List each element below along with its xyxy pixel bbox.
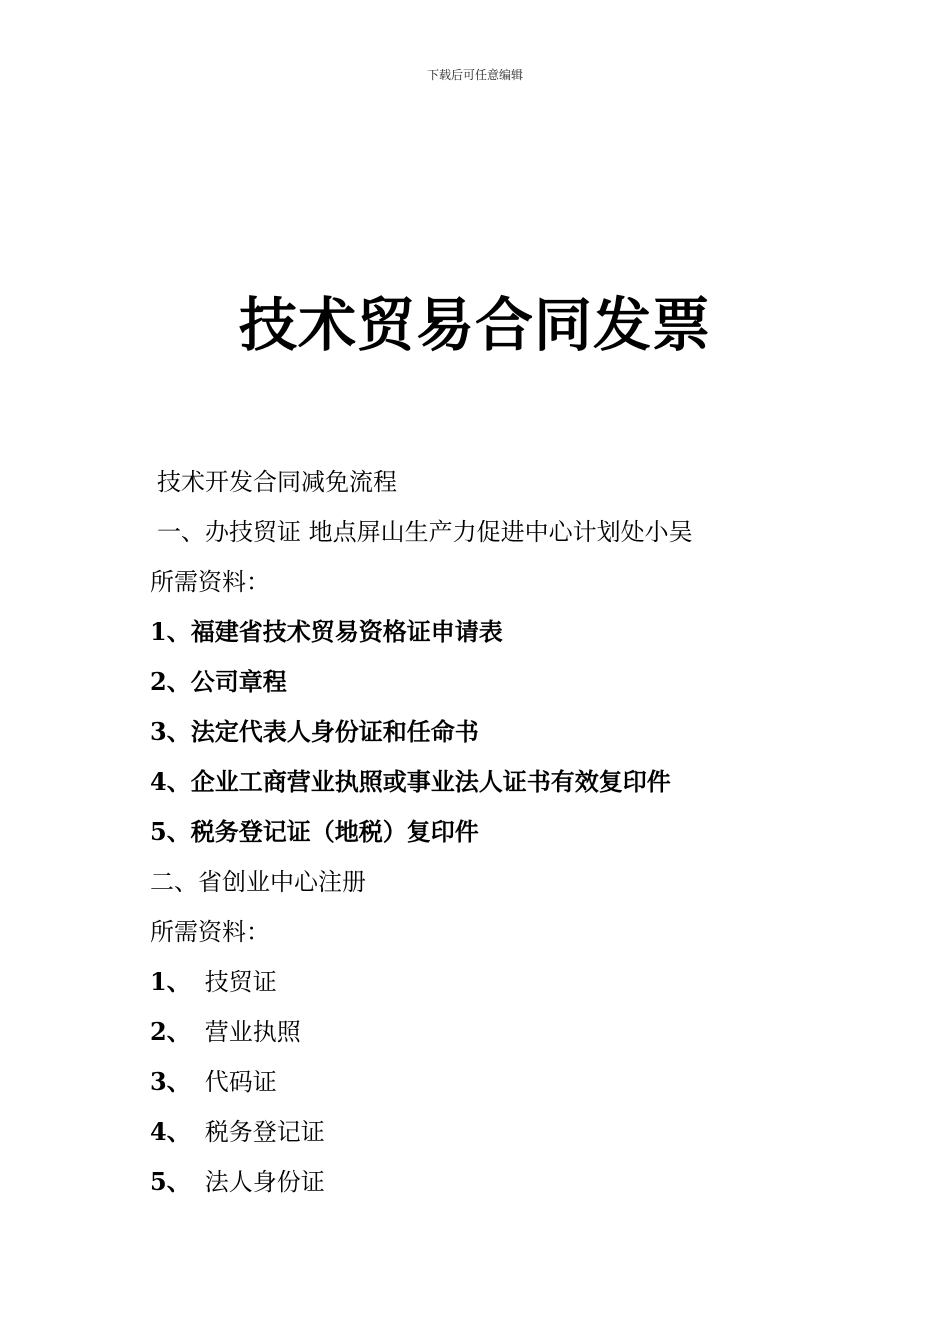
item-number: 3、 <box>150 717 191 746</box>
item-text: 法定代表人身份证和任命书 <box>190 717 479 746</box>
item-number: 5、 <box>150 1167 191 1196</box>
item-number: 5、 <box>150 817 191 846</box>
part2-item <box>150 1062 870 1112</box>
part1-item <box>150 812 870 862</box>
part1-item <box>150 762 870 812</box>
item-text: 税务登记证（地税）复印件 <box>190 817 479 846</box>
part2-item <box>150 1012 870 1062</box>
part2-item <box>150 1162 870 1212</box>
item-number: 2、 <box>150 667 191 696</box>
document-title: 技术贸易合同发票 <box>238 291 711 359</box>
item-text: 营业执照 <box>204 1018 301 1046</box>
document-body <box>150 462 870 1212</box>
item-number: 4、 <box>150 767 191 796</box>
item-text: 税务登记证 <box>204 1118 325 1146</box>
item-text: 代码证 <box>204 1068 277 1096</box>
part2-item <box>150 1112 870 1162</box>
item-number: 1、 <box>150 967 191 996</box>
item-text: 法人身份证 <box>204 1168 325 1196</box>
part1-item <box>150 662 870 712</box>
item-text: 技贸证 <box>204 968 277 996</box>
item-number: 2、 <box>150 1017 191 1046</box>
item-text: 福建省技术贸易资格证申请表 <box>190 617 503 646</box>
header-note: 下载后可任意编辑 <box>426 68 523 82</box>
section-title: 技术开发合同减免流程 <box>157 468 397 496</box>
part2-heading: 二、省创业中心注册 <box>150 868 366 896</box>
part1-materials-label: 所需资料： <box>150 568 270 596</box>
part2-materials-label: 所需资料： <box>150 918 270 946</box>
item-number: 4、 <box>150 1117 191 1146</box>
item-number: 1、 <box>150 617 191 646</box>
part1-item <box>150 712 870 762</box>
item-number: 3、 <box>150 1067 191 1096</box>
item-text: 企业工商营业执照或事业法人证书有效复印件 <box>190 767 671 796</box>
item-text: 公司章程 <box>190 667 287 696</box>
part1-heading: 一、办技贸证 地点屏山生产力促进中心计划处小吴 <box>157 518 693 546</box>
part2-item <box>150 962 870 1012</box>
part1-item <box>150 612 870 662</box>
